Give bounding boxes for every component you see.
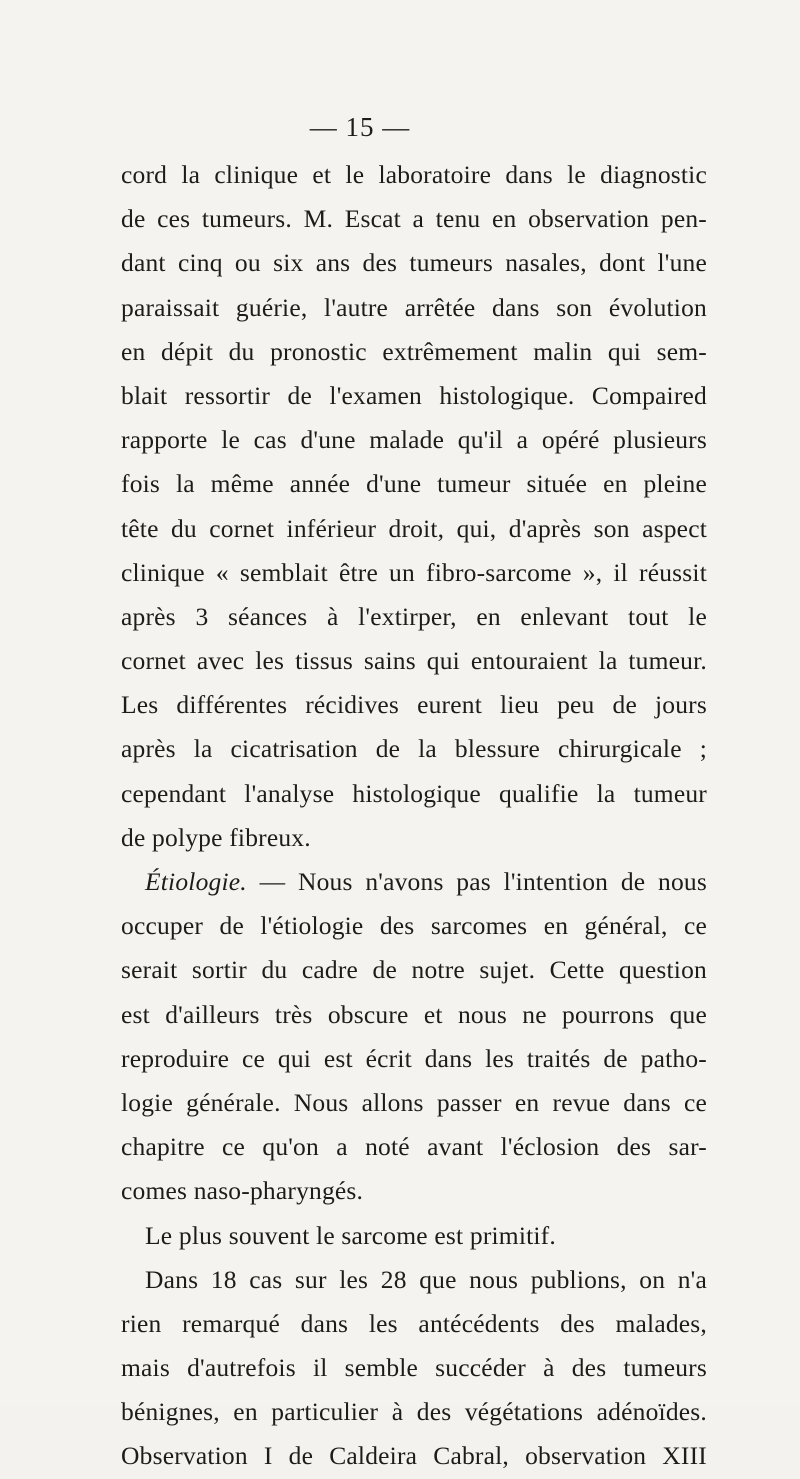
text-line: cependant l'analyse histologique qualifie la tumeur: [121, 778, 707, 808]
text-line: Les différentes récidives eurent lieu peu de jours: [121, 690, 707, 720]
text-line: paraissait guérie, l'autre arrêtée dans son évolution: [121, 292, 707, 322]
text-line: Observation I de Caldeira Cabral, observation XIII: [121, 1441, 707, 1471]
paragraph-cases-start: Dans 18 cas sur les 28 que nous publions, on n'a: [145, 1264, 707, 1294]
text-line: cornet avec les tissus sains qui entouraient la tumeur.: [121, 646, 707, 676]
text-line: est d'ailleurs très obscure et nous ne pourrons que: [121, 999, 707, 1029]
text-line: dant cinq ou six ans des tumeurs nasales, dont l'une: [121, 248, 707, 278]
text-line: après 3 séances à l'extirper, en enlevant tout le: [121, 601, 707, 631]
text-line: en dépit du pronostic extrêmement malin qui sem-: [121, 336, 707, 366]
page-number: — 15 —: [309, 112, 411, 142]
text-line: fois la même année d'une tumeur située en pleine: [121, 469, 707, 499]
text-line: chapitre ce qu'on a noté avant l'éclosion des sar-: [121, 1132, 707, 1162]
etiologie-first-line: — Nous n'avons pas l'intention de nous: [246, 867, 707, 896]
text-line: de polype fibreux.: [121, 822, 311, 852]
etiologie-paragraph-start: [121, 860, 707, 904]
text-line: reproduire ce qui est écrit dans les traités de patho-: [121, 1043, 707, 1073]
text-line: bénignes, en particulier à des végétations adénoïdes.: [121, 1397, 707, 1427]
body-text: [121, 153, 707, 1479]
text-line: mais d'autrefois il semble succéder à des tumeurs: [121, 1353, 707, 1383]
text-line: cord la clinique et le laboratoire dans le diagnostic: [121, 160, 707, 189]
etiologie-heading: Étiologie.: [145, 867, 247, 896]
paragraph-primitif: Le plus souvent le sarcome est primitif.: [145, 1220, 556, 1250]
text-line: serait sortir du cadre de notre sujet. Cette question: [121, 955, 707, 985]
text-line: clinique « semblait être un fibro-sarcome », il réussit: [121, 557, 707, 587]
text-line: de ces tumeurs. M. Escat a tenu en observation pen-: [121, 204, 707, 234]
text-line: après la cicatrisation de la blessure chirurgicale ;: [121, 734, 707, 764]
text-line: tête du cornet inférieur droit, qui, d'après son aspect: [121, 513, 707, 543]
text-line: comes naso-pharyngés.: [121, 1176, 364, 1206]
text-line: blait ressortir de l'examen histologique. Compaired: [121, 380, 707, 410]
text-line: rien remarqué dans les antécédents des malades,: [121, 1308, 707, 1338]
text-line: rapporte le cas d'une malade qu'il a opéré plusieurs: [121, 425, 707, 455]
text-line: occuper de l'étiologie des sarcomes en général, ce: [121, 911, 707, 941]
text-line: logie générale. Nous allons passer en revue dans ce: [121, 1087, 707, 1117]
